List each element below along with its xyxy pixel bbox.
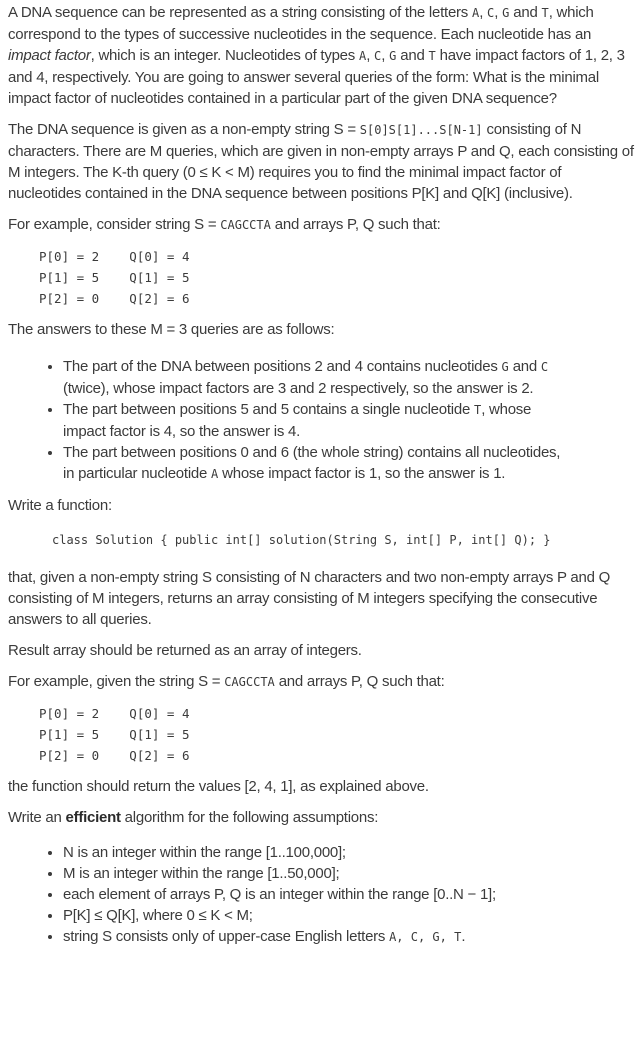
assumption-item: • each element of arrays P, Q is an integer within the range [0..N − 1]; <box>63 884 634 905</box>
assumption-item: • string S consists only of upper-case English letters A, C, G, T. <box>63 926 634 948</box>
expected-return: the function should return the values [2, 4, 1], as explained above. <box>8 778 429 795</box>
example-2-arrays <box>8 703 634 766</box>
assumption-item: • N is an integer within the range [1..100,000]; <box>63 842 634 863</box>
function-description: that, given a non-empty string S consisting of N characters and two non-empty arrays P and Q consisting of M integers, returns an array consisting of M integers specifying the consecutive answers to all queries. <box>8 569 611 628</box>
assumptions-list <box>8 838 634 948</box>
example-string: CAGCCTA <box>220 218 271 232</box>
array-row: P[2] = 0 Q[2] = 6 <box>39 291 190 306</box>
letter-g: G <box>502 6 510 20</box>
function-lead: Write a function: <box>8 497 112 514</box>
array-row: P[0] = 2 Q[0] = 4 <box>39 249 190 264</box>
assumption-item: • M is an integer within the range [1..50,000]; <box>63 863 634 884</box>
impact-factor-term: impact factor <box>8 47 91 64</box>
assumptions-lead: Write an efficient algorithm for the following assumptions: <box>8 809 379 826</box>
answer-item: • The part of the DNA between positions 2 and 4 contains nucleotides G and C (twice), whose impact factors are 3 and 2 respectively, so the answer is 2. <box>63 356 634 399</box>
letter-t: T <box>541 6 549 20</box>
function-signature: class Solution { public int[] solution(String S, int[] P, int[] Q); } <box>52 533 551 547</box>
answers-list <box>8 350 634 485</box>
array-row: P[1] = 5 Q[1] = 5 <box>39 270 190 285</box>
array-row: P[0] = 2 Q[0] = 4 <box>39 706 190 721</box>
letter-c: C <box>487 6 495 20</box>
example-string: CAGCCTA <box>224 675 275 689</box>
intro-paragraph-1: A DNA sequence can be represented as a string consisting of the letters A, C, G and T, which correspond to the types of successive nucleotides in the sequence. Each nucleotide has an impact factor, which is an integer. Nucleotides of types A, C, G and T have impact factors of 1, 2, 3 and 4, respectively. You are going to answer several queries of the form: What is the minimal impact factor of nucleotides contained in a particular part of the given DNA sequence? <box>8 4 625 107</box>
example-2-lead: For example, given the string S = CAGCCTA and arrays P, Q such that: <box>8 673 445 690</box>
efficient-emphasis: efficient <box>65 809 121 826</box>
example-1-arrays <box>8 246 634 309</box>
array-row: P[1] = 5 Q[1] = 5 <box>39 727 190 742</box>
sequence-notation: S[0]S[1]...S[N-1] <box>359 123 483 137</box>
example-1-lead: For example, consider string S = CAGCCTA and arrays P, Q such that: <box>8 216 441 233</box>
answer-item: • The part between positions 5 and 5 contains a single nucleotide T, whose impact factor is 4, so the answer is 4. <box>63 399 634 442</box>
letter-a: A <box>471 6 480 20</box>
array-row: P[2] = 0 Q[2] = 6 <box>39 748 190 763</box>
answer-item: • The part between positions 0 and 6 (the whole string) contains all nucleotides, in particular nucleotide A whose impact factor is 1, so the answer is 1. <box>63 442 634 485</box>
assumption-item: • P[K] ≤ Q[K], where 0 ≤ K < M; <box>63 905 634 926</box>
result-note: Result array should be returned as an array of integers. <box>8 642 362 659</box>
intro-paragraph-2: The DNA sequence is given as a non-empty string S = S[0]S[1]...S[N-1] consisting of N characters. There are M queries, which are given in non-empty arrays P and Q, each consisting of M integers. The K-th query (0 ≤ K < M) requires you to find the minimal impact factor of nucleotides contained in the DNA sequence between positions P[K] and Q[K] (inclusive). <box>8 121 634 202</box>
answers-lead: The answers to these M = 3 queries are as follows: <box>8 321 335 338</box>
